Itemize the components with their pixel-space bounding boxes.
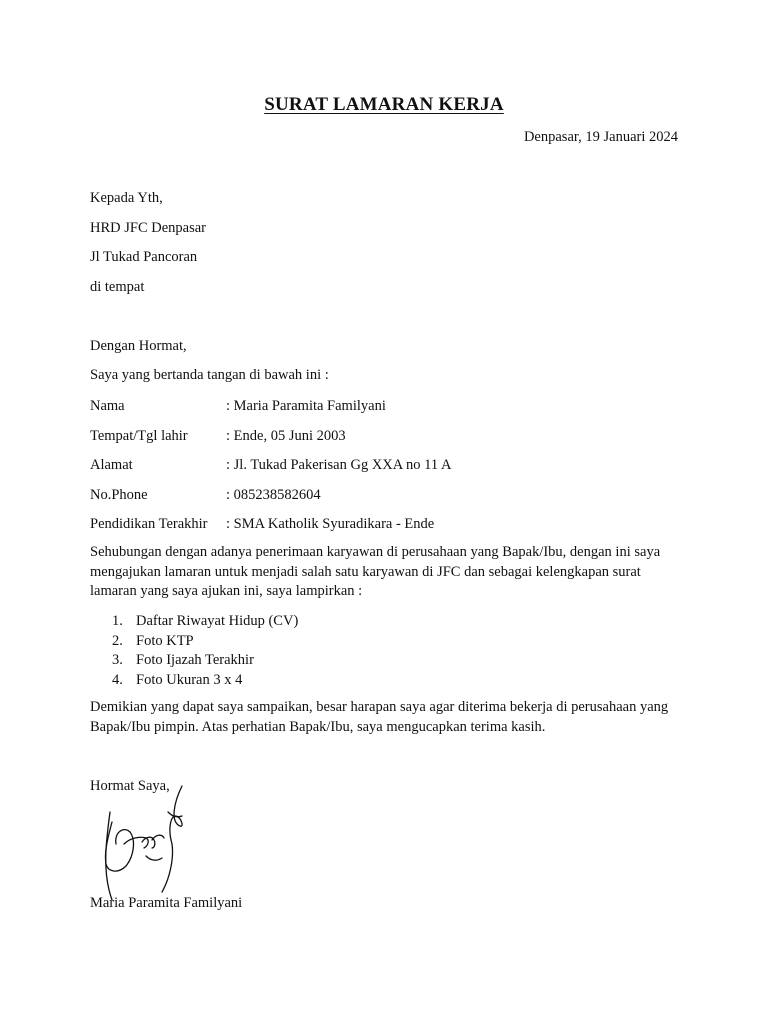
field-row: [90, 514, 451, 544]
list-number: 2.: [112, 632, 123, 649]
recipient-line: Jl Tukad Pancoran: [90, 249, 198, 265]
salutation: Dengan Hormat,: [90, 338, 187, 354]
letter-title: SURAT LAMARAN KERJA: [264, 94, 504, 115]
field-row: [90, 485, 451, 515]
signature-image: [84, 782, 194, 900]
field-value: : SMA Katholik Syuradikara - Ende: [226, 516, 435, 532]
applicant-fields: [90, 396, 451, 544]
attachment-list: [112, 612, 298, 690]
field-label: Alamat: [90, 457, 133, 473]
list-number: 1.: [112, 613, 123, 629]
list-item: [112, 632, 298, 652]
field-label: Tempat/Tgl lahir: [90, 427, 188, 444]
recipient-line: Kepada Yth,: [90, 190, 163, 206]
recipient-block: [90, 188, 206, 306]
list-item: [112, 612, 298, 632]
field-value: : 085238582604: [226, 486, 321, 503]
letter-date: Denpasar, 19 Januari 2024: [523, 129, 678, 145]
list-item: [112, 671, 298, 691]
field-row: [90, 426, 451, 456]
list-text: Daftar Riwayat Hidup (CV): [136, 613, 299, 629]
field-row: [90, 455, 451, 485]
signer-name: Maria Paramita Familyani: [90, 895, 243, 911]
field-value: : Jl. Tukad Pakerisan Gg XXA no 11 A: [226, 457, 452, 473]
list-text: Foto Ijazah Terakhir: [136, 652, 254, 668]
list-number: 4.: [112, 671, 123, 688]
closing-text: Hormat Saya,: [90, 778, 170, 794]
field-label: Pendidikan Terakhir: [90, 516, 208, 532]
field-row: [90, 396, 451, 426]
list-text: Foto Ukuran 3 x 4: [136, 671, 243, 688]
list-number: 3.: [112, 652, 123, 668]
recipient-line: HRD JFC Denpasar: [90, 219, 206, 236]
recipient-line: di tempat: [90, 278, 145, 295]
field-label: No.Phone: [90, 486, 148, 503]
list-text: Foto KTP: [136, 632, 194, 649]
closing-paragraph: Demikian yang dapat saya sampaikan, besar harapan saya agar diterima bekerja di perusahaan yang Bapak/Ibu pimpin. Atas perhatian Bapak/Ibu, saya mengucapkan terima kasih.: [90, 699, 669, 735]
body-paragraph: Sehubungan dengan adanya penerimaan karyawan di perusahaan yang Bapak/Ibu, dengan ini saya mengajukan lamaran untuk menjadi salah satu karyawan di JFC dan sebagai kelengkapan surat lamaran yang saya ajukan ini, saya lampirkan :: [90, 544, 661, 599]
intro-text: Saya yang bertanda tangan di bawah ini :: [90, 367, 329, 383]
field-value: : Maria Paramita Familyani: [226, 398, 386, 414]
field-value: : Ende, 05 Juni 2003: [226, 427, 346, 444]
list-item: [112, 651, 298, 671]
field-label: Nama: [90, 398, 125, 414]
